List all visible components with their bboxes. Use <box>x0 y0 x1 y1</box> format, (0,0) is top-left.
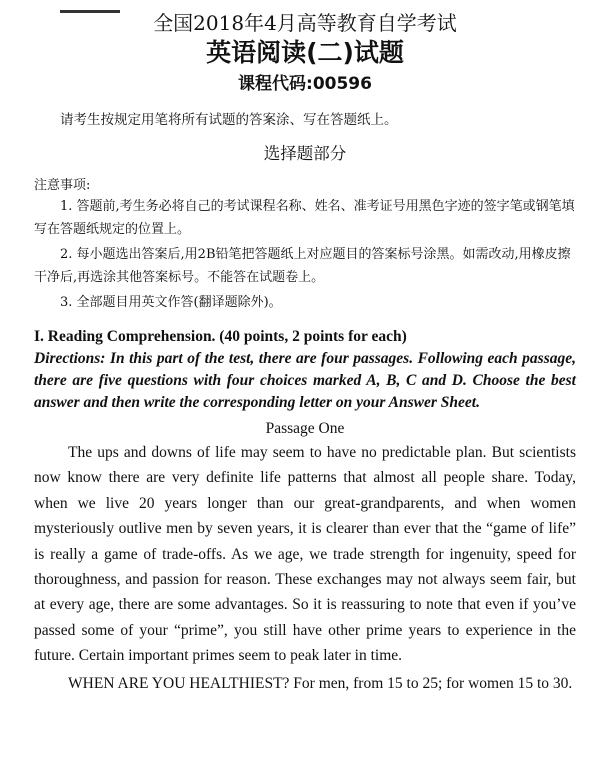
part-heading: I. Reading Comprehension. (40 points, 2 points for each) <box>34 328 407 345</box>
notes-label: 注意事项: <box>34 178 91 193</box>
passage-paragraph: WHEN ARE YOU HEALTHIEST? For men, from 15 to 25; for women 15 to 30. <box>68 674 573 692</box>
paper-title: 英语阅读(二)试题 <box>206 38 404 67</box>
note-item: 3. 全部题目用英文作答(翻译题除外)。 <box>60 295 282 310</box>
answer-instruction: 请考生按规定用笔将所有试题的答案涂、写在答题纸上。 <box>60 112 398 128</box>
directions-text: Directions: In this part of the test, there are four passages. Following each passage, there are five questions with four choices marked A, B, C and D. Choose the best answer and then write the corresponding letter on your Answer Sheet. <box>34 350 576 411</box>
top-edge-mark <box>60 10 120 13</box>
section-title: 选择题部分 <box>263 144 347 163</box>
passage-title: Passage One <box>265 420 345 437</box>
course-code: 课程代码:00596 <box>238 74 372 94</box>
passage-paragraph: The ups and downs of life may seem to have no predictable plan. But scientists now know there are very definite life patterns that almost all people share. Today, when we live 20 years longer than our great-grandparents, and when women mysteriously outlive men by seven years, it is clearer than ever that the “game of life” is really a game of trade-offs. As we age, we trade strength for ingenuity, speed for thoroughness, and passion for reason. These exchanges may not always seem fair, but at every age, there are some advantages. So it is reassuring to note that even if you’ve passed some of your “prime”, you still have other prime years to experience in the future. Certain important primes seem to peak later in time. <box>34 444 576 665</box>
exam-page <box>0 10 598 778</box>
note-item: 2. 每小题选出答案后,用2B铅笔把答题纸上对应题目的答案标号涂黑。如需改动,用橡皮擦干净后,再选涂其他答案标号。不能答在试题卷上。 <box>34 247 571 285</box>
exam-title: 全国2018年4月高等教育自学考试 <box>153 11 457 35</box>
note-item: 1. 答题前,考生务必将自己的考试课程名称、姓名、准考证号用黑色字迹的签字笔或钢笔填写在答题纸规定的位置上。 <box>34 199 575 237</box>
